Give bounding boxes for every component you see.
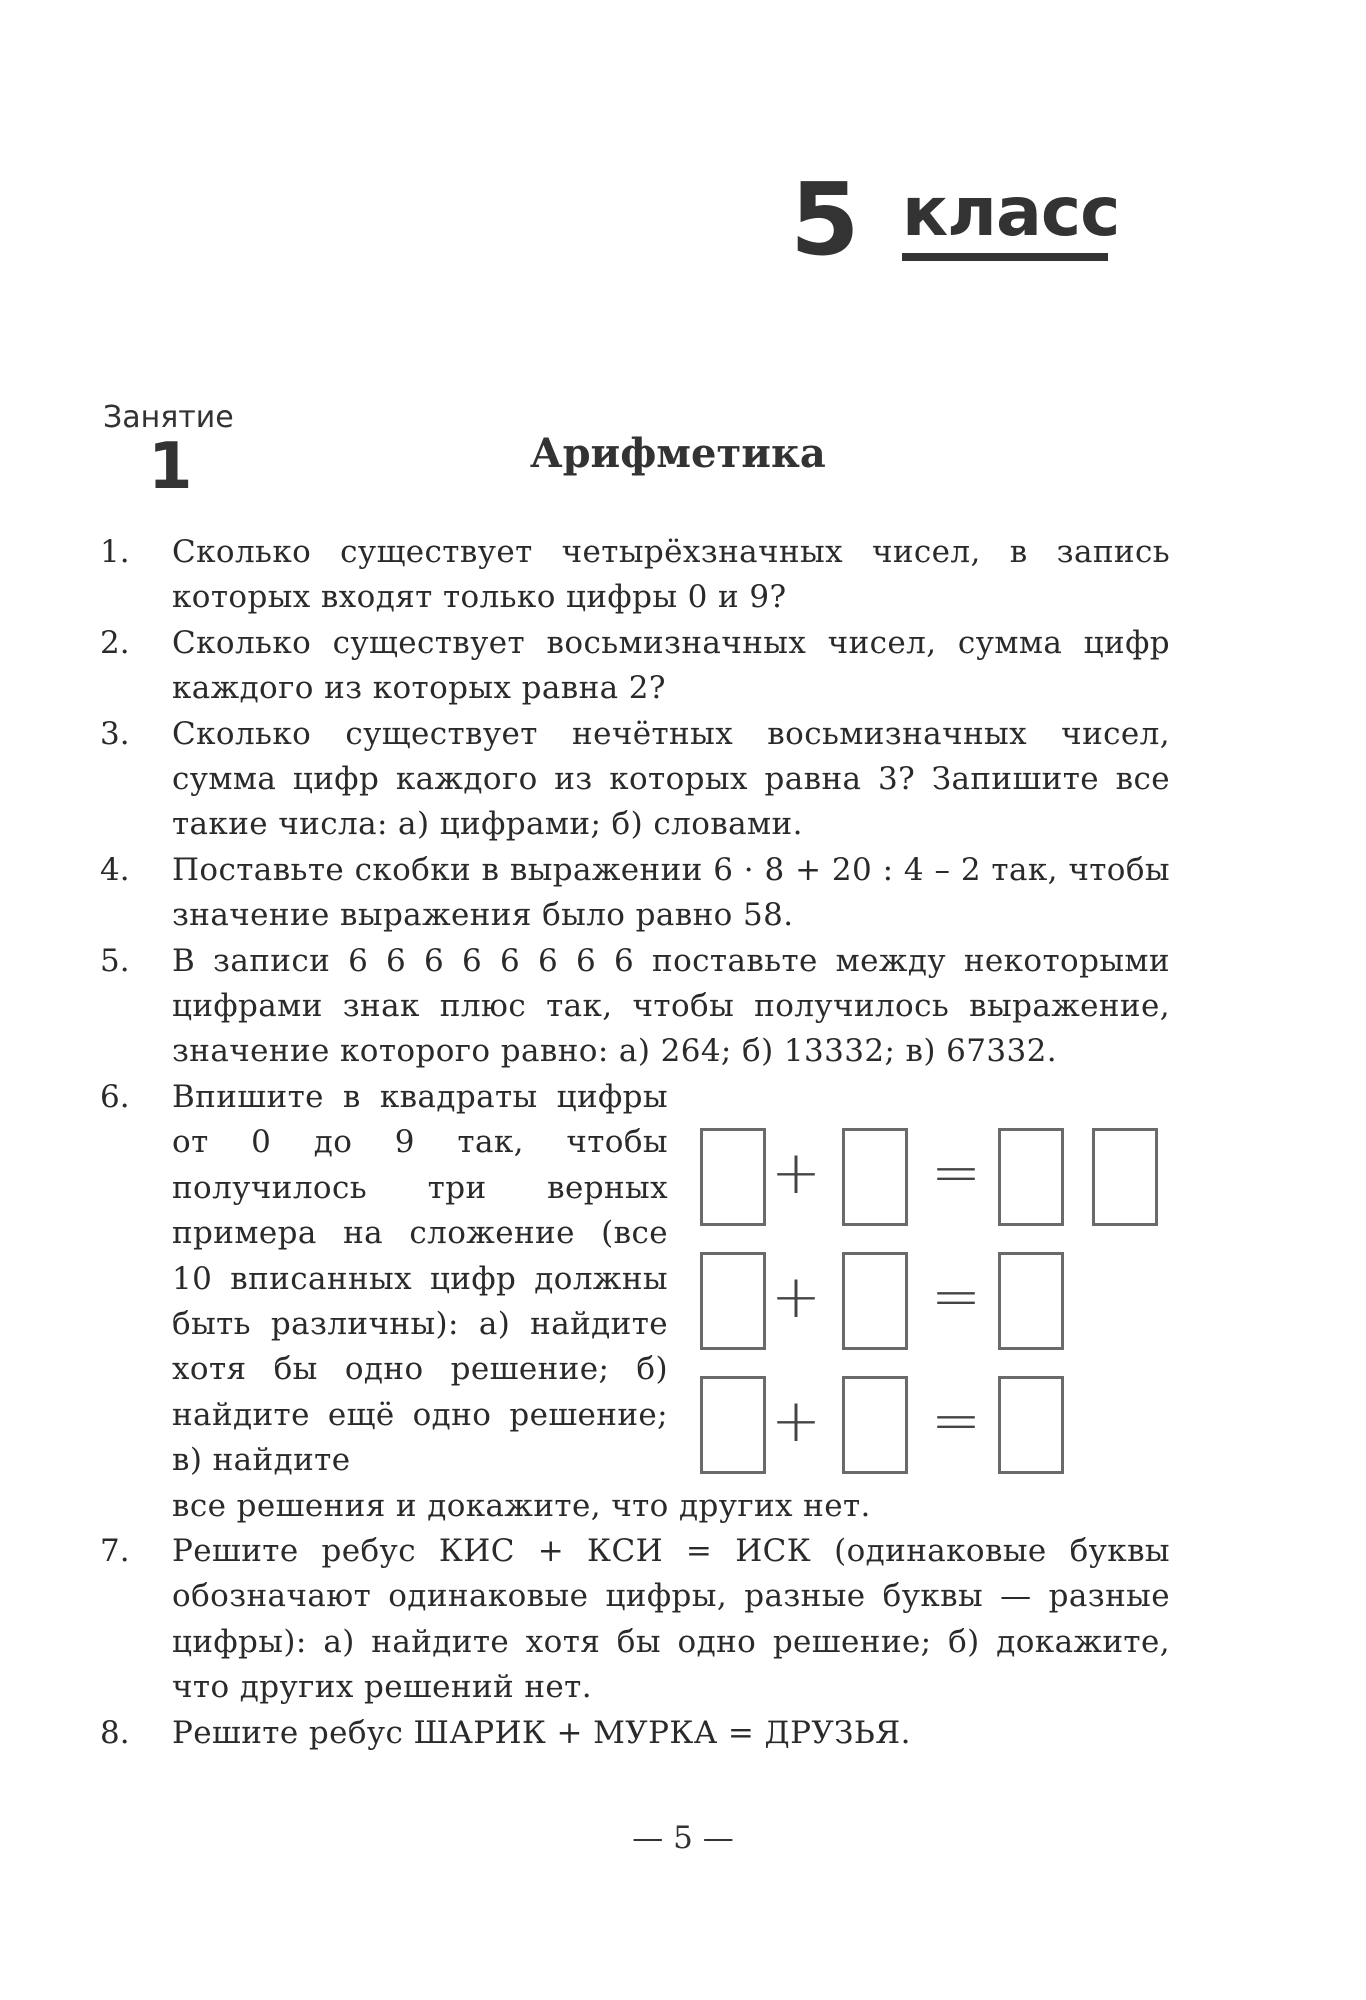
digit-box [842, 1128, 908, 1226]
grade-word: класс [902, 173, 1120, 252]
digit-box [1092, 1128, 1158, 1226]
equals-sign: = [930, 1138, 982, 1208]
problem-number: 2. [100, 624, 130, 661]
problem-text: Поставьте скобки в выражении 6 · 8 + 20 : 4 – 2 так, чтобы значение выражения было равно 58. [172, 851, 1170, 934]
lesson-label: Занятие [103, 400, 234, 435]
problem-8 [100, 1711, 1170, 1756]
plus-sign: + [770, 1386, 822, 1456]
grade-underline [902, 253, 1108, 261]
problem-number: 3. [100, 715, 130, 752]
grade-heading [790, 161, 1120, 295]
problem-text-tail: все решения и докажите, что других нет. [172, 1487, 871, 1524]
problem-text: Впишите в квадраты цифры от 0 до 9 так, чтобы получилось три верных примера на сложение (все 10 вписанных цифр должны быть различны): а) найдите хотя бы одно решение; б) найдите ещё одно решение; в) найдите [172, 1078, 668, 1479]
problem-number: 4. [100, 851, 130, 888]
problem-text: Решите ребус КИС + КСИ = ИСК (одинаковые буквы обозначают одинаковые цифры, разные буквы — разные цифры): а) найдите хотя бы одно решение; б) докажите, что других решений нет. [172, 1532, 1170, 1706]
problem-number: 1. [100, 534, 130, 570]
lesson-number: 1 [148, 430, 193, 504]
grade-number: 5 [790, 161, 860, 278]
digit-box [842, 1376, 908, 1474]
problem-text: В записи 6 6 6 6 6 6 6 6 поставьте между некоторыми цифрами знак плюс так, чтобы получилось выражение, значение которого равно: а) 264; б) 13332; в) 67332. [172, 942, 1170, 1070]
plus-sign: + [770, 1138, 822, 1208]
problem-7 [100, 1529, 1170, 1711]
problem-number: 8. [100, 1714, 130, 1751]
digit-box [700, 1252, 766, 1350]
problem-text: Сколько существует нечётных восьмизначных чисел, сумма цифр каждого из которых равна 3? Запишите все такие числа: а) цифрами; б) словами. [172, 715, 1170, 843]
problem-text: Сколько существует четырёхзначных чисел, в запись которых входят только цифры 0 и 9? [172, 534, 1170, 616]
problem-text: Решите ребус ШАРИК + МУРКА = ДРУЗЬЯ. [172, 1714, 911, 1751]
digit-box [998, 1376, 1064, 1474]
digit-box [842, 1252, 908, 1350]
problem-2 [100, 621, 1170, 712]
problem-3 [100, 712, 1170, 848]
problem-5 [100, 939, 1170, 1075]
problem-1 [100, 530, 1170, 621]
lesson-title: Арифметика [530, 430, 826, 477]
problem-4 [100, 848, 1170, 939]
digit-boxes-puzzle [700, 1128, 1170, 1488]
problem-number: 6. [100, 1078, 130, 1115]
equals-sign: = [930, 1386, 982, 1456]
problem-text: Сколько существует восьмизначных чисел, сумма цифр каждого из которых равна 2? [172, 624, 1170, 707]
equals-sign: = [930, 1262, 982, 1332]
problem-number: 7. [100, 1532, 130, 1569]
problem-number: 5. [100, 942, 130, 979]
digit-box [700, 1128, 766, 1226]
page-number: — 5 — [632, 1820, 734, 1856]
digit-box [998, 1252, 1064, 1350]
digit-box [700, 1376, 766, 1474]
digit-box [998, 1128, 1064, 1226]
plus-sign: + [770, 1262, 822, 1332]
